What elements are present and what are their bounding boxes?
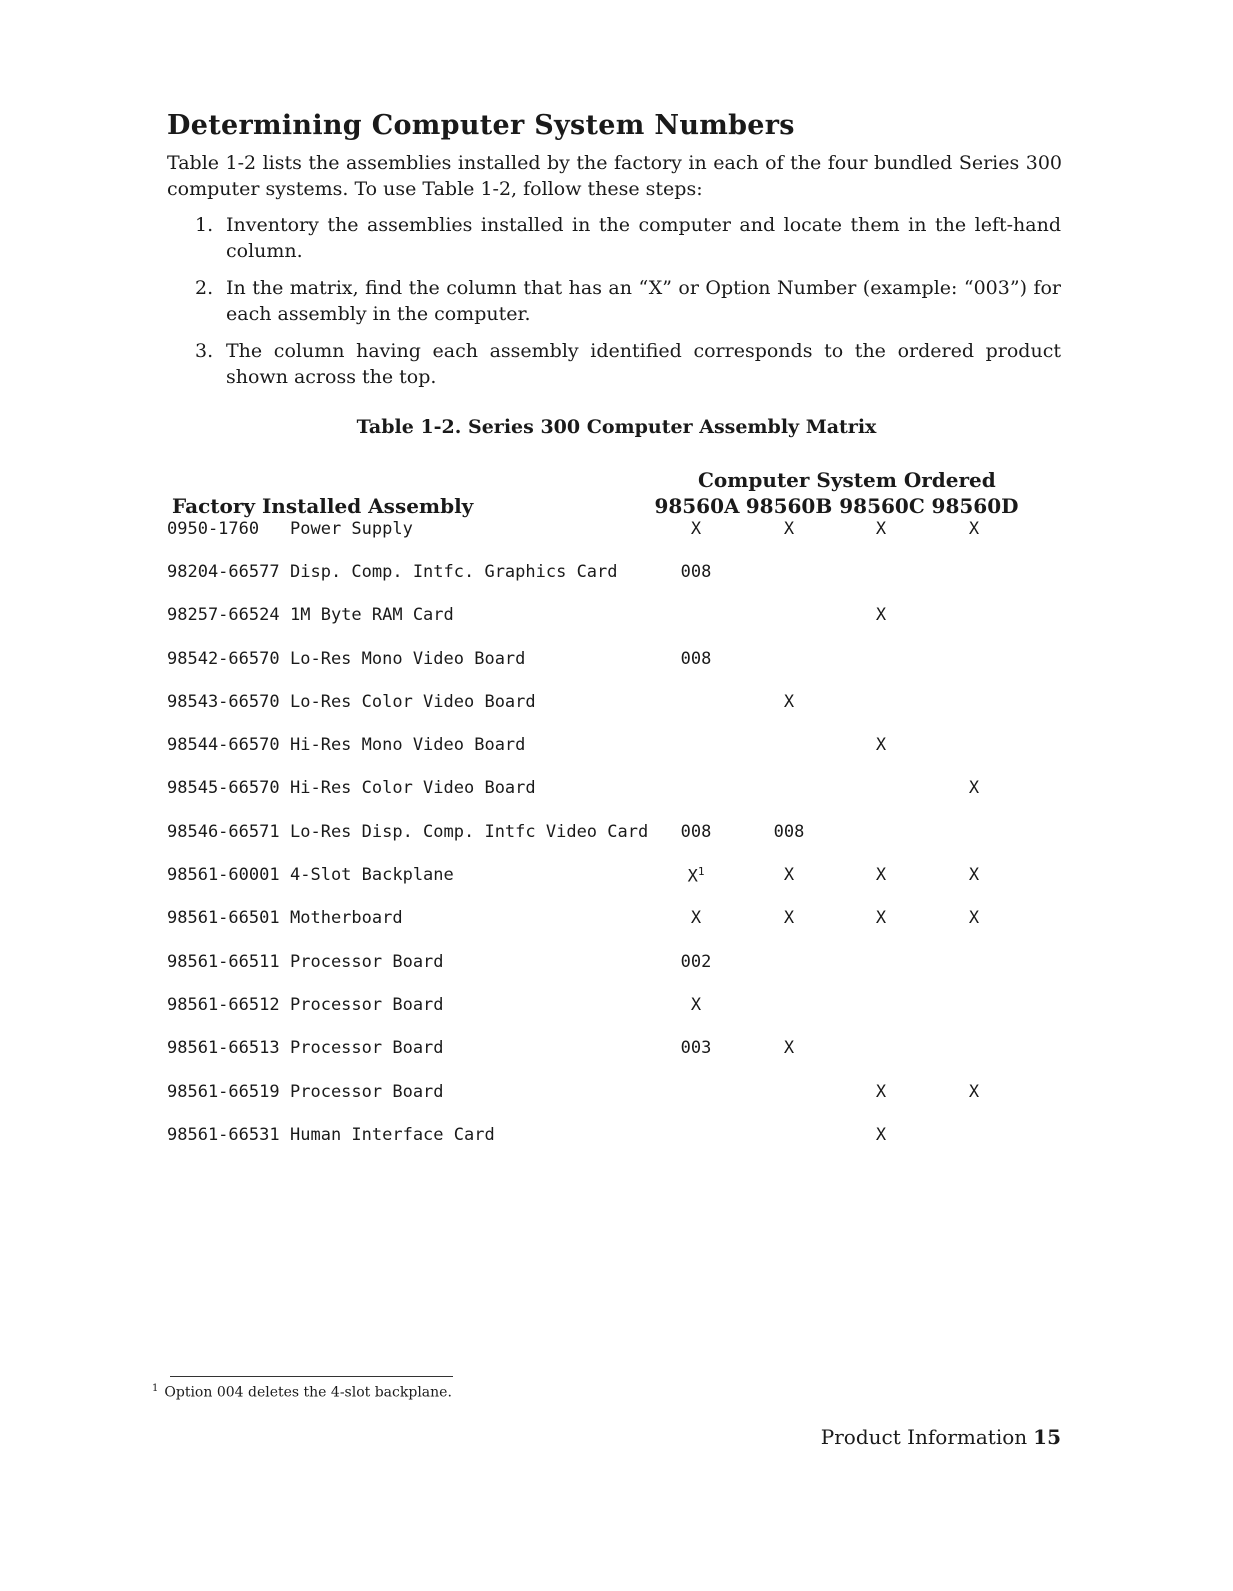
part-number: 98257-66524 xyxy=(167,605,280,625)
footnote-ref: 1 xyxy=(697,865,705,878)
steps-list xyxy=(195,212,1061,401)
part-number: 98543-66570 xyxy=(167,692,280,712)
footnote-mark: 1 xyxy=(152,1383,159,1394)
matrix-cell xyxy=(754,865,824,885)
assembly-column-header: Factory Installed Assembly xyxy=(172,494,474,518)
matrix-cell xyxy=(661,1038,731,1058)
cell-value: 002 xyxy=(680,952,712,972)
cell-value: X xyxy=(875,735,887,755)
cell-value: X xyxy=(875,865,887,885)
part-number: 98204-66577 xyxy=(167,562,280,582)
matrix-cell xyxy=(846,605,916,625)
system-ordered-header: Computer System Ordered xyxy=(698,468,996,492)
column-header: 98560A xyxy=(654,494,740,518)
assembly-description: Hi-Res Color Video Board xyxy=(290,778,536,798)
assembly-description: Disp. Comp. Intfc. Graphics Card xyxy=(290,562,618,582)
step-item xyxy=(195,338,1061,390)
matrix-cell xyxy=(939,778,1009,798)
column-header: 98560B xyxy=(745,494,833,518)
table-row xyxy=(0,692,1233,718)
step-number: 2. xyxy=(195,277,214,299)
table-row xyxy=(0,908,1233,934)
assembly-description: Lo-Res Color Video Board xyxy=(290,692,536,712)
step-text: In the matrix, find the column that has an “X” or Option Number (example: “003”) for each assembly in the computer. xyxy=(226,277,1061,325)
part-number: 98561-60001 xyxy=(167,865,280,885)
part-number: 98561-66531 xyxy=(167,1125,280,1145)
step-number: 1. xyxy=(195,214,214,236)
table-row xyxy=(0,822,1233,848)
matrix-cell xyxy=(661,995,731,1015)
matrix-cell xyxy=(939,519,1009,539)
cell-value: X xyxy=(968,519,980,539)
matrix-cell xyxy=(754,822,824,842)
step-text: Inventory the assemblies installed in the computer and locate them in the left-hand column. xyxy=(226,214,1061,262)
table-row xyxy=(0,1125,1233,1151)
cell-value: X xyxy=(687,866,698,887)
matrix-cell xyxy=(661,908,731,928)
matrix-cell xyxy=(846,519,916,539)
table-row xyxy=(0,778,1233,804)
cell-value: X xyxy=(875,908,887,928)
part-number: 98544-66570 xyxy=(167,735,280,755)
matrix-cell xyxy=(846,735,916,755)
matrix-cell xyxy=(661,562,731,582)
cell-value: X xyxy=(875,605,887,625)
part-number: 98561-66512 xyxy=(167,995,280,1015)
matrix-cell xyxy=(939,908,1009,928)
cell-value: X xyxy=(875,519,887,539)
page-number: 15 xyxy=(1033,1425,1061,1449)
matrix-cell xyxy=(846,908,916,928)
cell-value: X xyxy=(690,995,702,1015)
matrix-cell xyxy=(939,865,1009,885)
cell-value: X xyxy=(783,519,795,539)
cell-value: X xyxy=(783,692,795,712)
table-row xyxy=(0,865,1233,891)
part-number: 98542-66570 xyxy=(167,649,280,669)
cell-value: X xyxy=(783,865,795,885)
cell-value: 008 xyxy=(680,649,712,669)
part-number: 98546-66571 xyxy=(167,822,280,842)
assembly-description: Processor Board xyxy=(290,1038,444,1058)
footnote xyxy=(152,1383,452,1401)
cell-value: X xyxy=(875,1082,887,1102)
intro-paragraph: Table 1-2 lists the assemblies installed by the factory in each of the four bundled Series 300 computer systems. To use Table 1-2, follow these steps: xyxy=(167,152,1062,200)
cell-value: 008 xyxy=(773,822,805,842)
part-number: 98561-66511 xyxy=(167,952,280,972)
table-row xyxy=(0,952,1233,978)
step-item xyxy=(195,212,1061,264)
matrix-cell xyxy=(661,865,731,887)
cell-value: X xyxy=(968,865,980,885)
cell-value: X xyxy=(690,908,702,928)
part-number: 98561-66501 xyxy=(167,908,280,928)
assembly-description: Lo-Res Disp. Comp. Intfc Video Card xyxy=(290,822,649,842)
footnote-text: Option 004 deletes the 4-slot backplane. xyxy=(164,1384,452,1401)
step-number: 3. xyxy=(195,340,214,362)
footer-label: Product Information xyxy=(820,1425,1028,1449)
assembly-description: Processor Board xyxy=(290,1082,444,1102)
cell-value: X xyxy=(783,1038,795,1058)
assembly-description: Lo-Res Mono Video Board xyxy=(290,649,526,669)
matrix-cell xyxy=(939,1082,1009,1102)
cell-value: X xyxy=(783,908,795,928)
cell-value: X xyxy=(968,908,980,928)
table-row xyxy=(0,562,1233,588)
table-row xyxy=(0,649,1233,675)
cell-value: X xyxy=(875,1125,887,1145)
section-heading: Determining Computer System Numbers xyxy=(167,110,795,141)
table-row xyxy=(0,995,1233,1021)
cell-value: 003 xyxy=(680,1038,712,1058)
matrix-cell xyxy=(754,908,824,928)
matrix-cell xyxy=(754,519,824,539)
cell-value: 008 xyxy=(680,822,712,842)
matrix-cell xyxy=(661,519,731,539)
matrix-cell xyxy=(661,822,731,842)
matrix-cell xyxy=(846,865,916,885)
matrix-cell xyxy=(846,1125,916,1145)
table-row xyxy=(0,1082,1233,1108)
assembly-description: Processor Board xyxy=(290,995,444,1015)
assembly-description: Power Supply xyxy=(290,519,413,539)
matrix-cell xyxy=(661,649,731,669)
matrix-cell xyxy=(846,1082,916,1102)
cell-value: X xyxy=(968,1082,980,1102)
column-header: 98560C xyxy=(839,494,925,518)
matrix-cell xyxy=(754,1038,824,1058)
cell-value: X xyxy=(968,778,980,798)
page-footer xyxy=(821,1425,1061,1449)
table-title: Table 1-2. Series 300 Computer Assembly Matrix xyxy=(356,416,877,438)
matrix-cell xyxy=(661,952,731,972)
part-number: 98561-66513 xyxy=(167,1038,280,1058)
assembly-description: 4-Slot Backplane xyxy=(290,865,454,885)
part-number: 98545-66570 xyxy=(167,778,280,798)
assembly-description: Hi-Res Mono Video Board xyxy=(290,735,526,755)
part-number: 0950-1760 xyxy=(167,519,260,539)
matrix-cell xyxy=(754,692,824,712)
column-header: 98560D xyxy=(931,494,1019,518)
assembly-description: Motherboard xyxy=(290,908,403,928)
assembly-description: 1M Byte RAM Card xyxy=(290,605,454,625)
part-number: 98561-66519 xyxy=(167,1082,280,1102)
cell-value: 008 xyxy=(680,562,712,582)
footnote-rule xyxy=(170,1376,453,1377)
cell-value: X xyxy=(690,519,702,539)
step-item xyxy=(195,275,1061,327)
table-row xyxy=(0,735,1233,761)
assembly-description: Processor Board xyxy=(290,952,444,972)
assembly-description: Human Interface Card xyxy=(290,1125,495,1145)
step-text: The column having each assembly identified corresponds to the ordered product shown across the top. xyxy=(226,340,1061,388)
table-row xyxy=(0,1038,1233,1064)
table-row xyxy=(0,519,1233,545)
table-row xyxy=(0,605,1233,631)
